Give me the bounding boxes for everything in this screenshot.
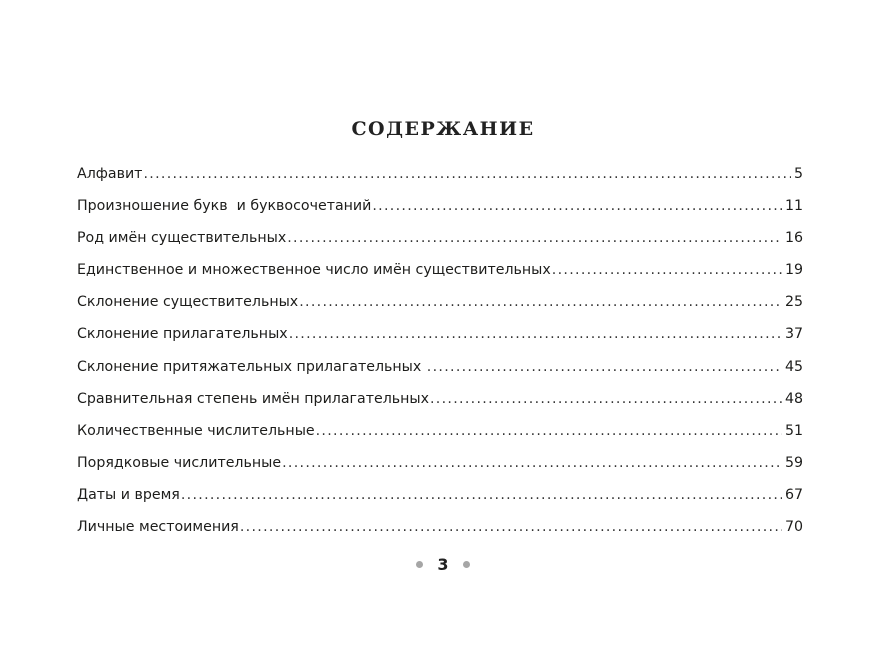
toc-entry[interactable] xyxy=(77,420,803,452)
dot-leader xyxy=(181,484,782,506)
toc-entry-page: 16 xyxy=(784,230,803,247)
toc-entry-label: Единственное и множественное число имён существительных xyxy=(77,262,551,279)
toc-entry-page: 51 xyxy=(784,422,803,439)
toc-entry[interactable] xyxy=(77,388,803,420)
toc-entry-label: Склонение прилагательных xyxy=(77,326,288,343)
page-title: СОДЕРЖАНИЕ xyxy=(351,118,535,140)
toc-entry-label: Склонение притяжательных прилагательных xyxy=(77,358,426,375)
toc-entry[interactable] xyxy=(77,356,803,388)
toc-entry-page: 70 xyxy=(784,519,803,536)
toc-entry[interactable] xyxy=(77,516,803,548)
toc-entry-label: Алфавит xyxy=(77,166,143,182)
dot-leader xyxy=(316,420,782,442)
dot-leader xyxy=(143,163,791,185)
toc-entry-page: 67 xyxy=(784,486,803,503)
dot-leader xyxy=(282,452,782,474)
toc-entry-page: 19 xyxy=(784,262,803,279)
bullet-icon xyxy=(416,561,423,568)
toc-entry-label: Личные местоимения xyxy=(77,519,239,536)
dot-leader xyxy=(552,259,782,281)
toc-entry[interactable] xyxy=(77,163,803,195)
dot-leader xyxy=(240,516,782,538)
dot-leader xyxy=(289,323,782,345)
toc-entry-label: Даты и время xyxy=(77,486,180,503)
toc-entry[interactable] xyxy=(77,323,803,355)
toc-entry-page: 11 xyxy=(784,198,803,215)
bullet-icon xyxy=(463,561,470,568)
table-of-contents xyxy=(77,163,803,548)
toc-entry[interactable] xyxy=(77,195,803,227)
toc-entry-label: Склонение существительных xyxy=(77,294,299,311)
toc-entry-page: 45 xyxy=(784,358,803,375)
dot-leader xyxy=(427,356,782,378)
toc-entry[interactable] xyxy=(77,452,803,484)
toc-entry-label: Сравнительная степень имён прилагательных xyxy=(77,390,429,407)
toc-entry-page: 59 xyxy=(784,454,803,471)
toc-entry-page: 37 xyxy=(784,326,803,343)
dot-leader xyxy=(287,227,782,249)
toc-entry[interactable] xyxy=(77,484,803,516)
dot-leader xyxy=(430,388,782,410)
toc-entry-page: 5 xyxy=(793,166,803,182)
toc-entry-label: Произношение букв и буквосочетаний xyxy=(77,198,372,215)
toc-entry-label: Количественные числительные xyxy=(77,422,315,439)
toc-entry[interactable] xyxy=(77,291,803,323)
dot-leader xyxy=(299,291,782,313)
toc-entry[interactable] xyxy=(77,227,803,259)
toc-entry-page: 48 xyxy=(784,390,803,407)
page-number: 3 xyxy=(437,555,449,574)
dot-leader xyxy=(372,195,782,217)
toc-entry-label: Род имён существительных xyxy=(77,230,287,247)
toc-entry-label: Порядковые числительные xyxy=(77,454,282,471)
toc-entry-page: 25 xyxy=(784,294,803,311)
toc-entry[interactable] xyxy=(77,259,803,291)
page-footer xyxy=(0,555,886,574)
